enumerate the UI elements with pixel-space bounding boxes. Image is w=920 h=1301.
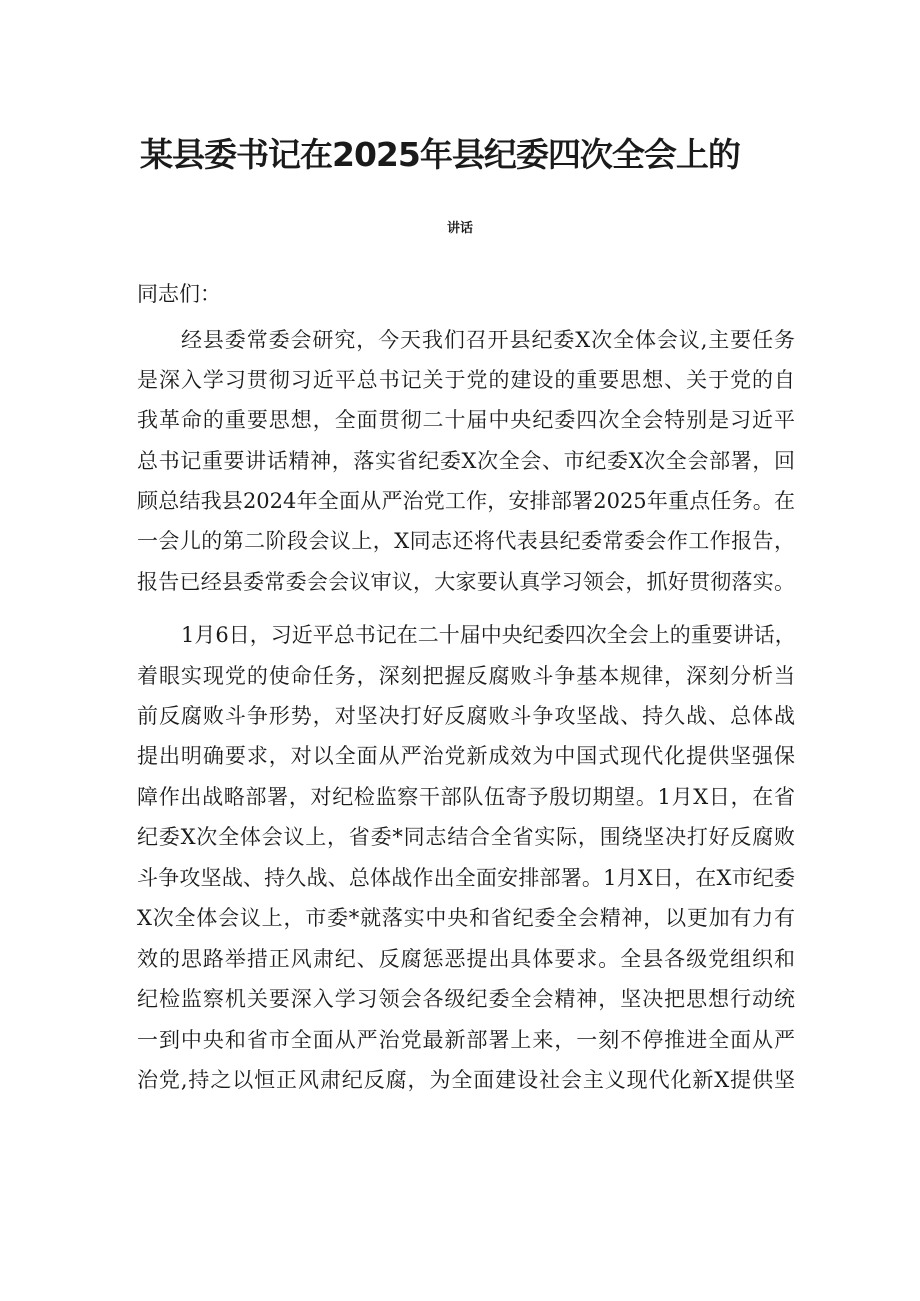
document-title-line-1: 某县委书记在2025年县纪委四次全会上的 [140,135,740,174]
text-line: 提出明确要求，对以全面从严治党新成效为中国式现代化提供坚强保 [137,744,795,768]
text-line: 报告已经县委常委会会议审议，大家要认真学习领会，抓好贯彻落实。 [137,570,795,594]
text-line: 纪委X次全体会议上，省委*同志结合全省实际，围绕坚决打好反腐败 [137,825,795,849]
text-line: 经县委常委会研究，今天我们召开县纪委X次全体会议,主要任务 [181,328,795,352]
text-line: 障作出战略部署，对纪检监察干部队伍寄予殷切期望。1月X日，在省 [137,785,795,809]
text-line: 着眼实现党的使命任务，深刻把握反腐败斗争基本规律，深刻分析当 [137,664,795,688]
text-line: 一到中央和省市全面从严治党最新部署上来，一刻不停推进全面从严 [137,1028,795,1052]
text-line: 效的思路举措正风肃纪、反腐惩恶提出具体要求。全县各级党组织和 [137,947,795,971]
text-line: 是深入学习贯彻习近平总书记关于党的建设的重要思想、关于党的自 [137,368,795,392]
text-line: 1月6日，习近平总书记在二十届中央纪委四次全会上的重要讲话， [181,623,796,647]
text-line: 我革命的重要思想，全面贯彻二十届中央纪委四次全会特别是习近平 [137,408,795,432]
text-line: 纪检监察机关要深入学习领会各级纪委全会精神，坚决把思想行动统 [137,987,795,1011]
text-line: X次全体会议上，市委*就落实中央和省纪委全会精神，以更加有力有 [137,906,795,930]
document-title-line-2: 讲话 [446,221,473,236]
text-line: 总书记重要讲话精神，落实省纪委X次全会、市纪委X次全会部署，回 [137,449,795,473]
text-line: 一会儿的第二阶段会议上，X同志还将代表县纪委常委会作工作报告， [137,529,795,553]
text-line: 斗争攻坚战、持久战、总体战作出全面安排部署。1月X日，在X市纪委 [137,866,795,890]
text-line: 治党,持之以恒正风肃纪反腐，为全面建设社会主义现代化新X提供坚 [137,1068,795,1092]
text-line: 前反腐败斗争形势，对坚决打好反腐败斗争攻坚战、持久战、总体战 [137,704,795,728]
salutation: 同志们： [137,282,221,306]
text-line: 顾总结我县2024年全面从严治党工作，安排部署2025年重点任务。在 [137,489,795,513]
